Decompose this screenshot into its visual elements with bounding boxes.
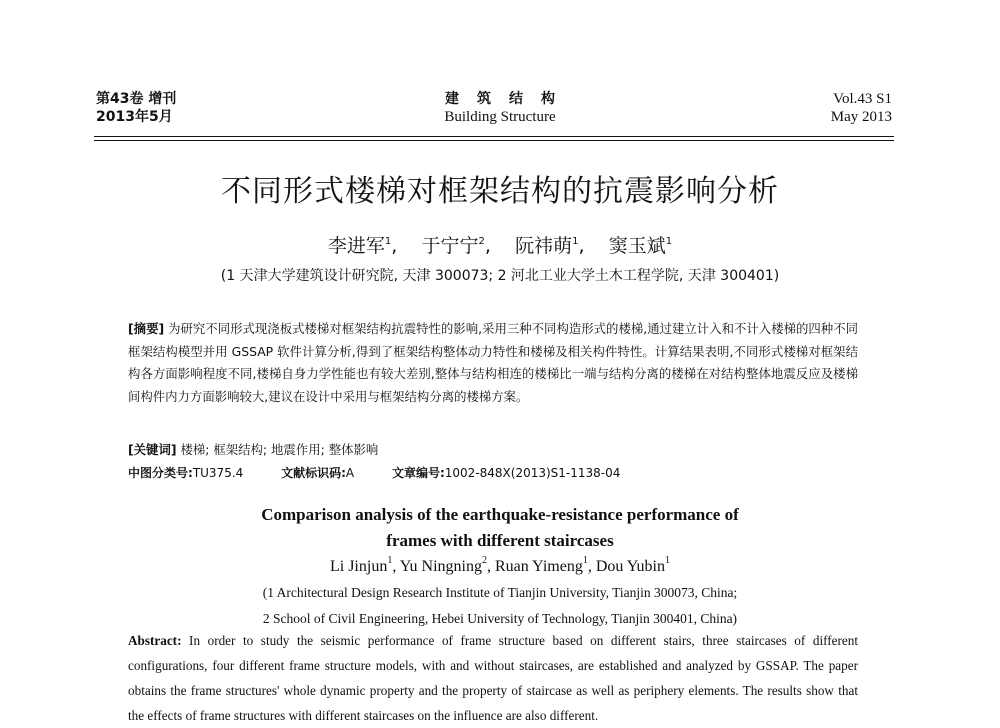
authors-cn: 李进军$^1$, 于宁宁$^2$, 阮祎萌$^1$, 窦玉斌$^1$ — [327, 235, 673, 257]
header-rule-thin — [94, 140, 894, 141]
author-cn: 李进军$^1$ — [327, 235, 392, 257]
keywords-cn — [128, 440, 378, 460]
journal-name-cn: 建筑结构 — [445, 91, 573, 107]
header-date-cn: 2013年5月 — [96, 109, 173, 125]
paper-title-cn: 不同形式楼梯对框架结构的抗震影响分析 — [221, 174, 779, 209]
document-code: 文献标识码:A — [281, 466, 355, 480]
abstract-en — [128, 628, 858, 728]
author-en: Ruan Yimeng$^1$ — [494, 555, 588, 575]
author-en: Li Jinjun$^1$ — [329, 555, 393, 575]
article-number: 文章编号:1002-848X(2013)S1-1138-04 — [391, 466, 621, 480]
abstract-cn-text: 为研究不同形式现浇板式楼梯对框架结构抗震特性的影响,采用三种不同构造形式的楼梯,通过建立计入和不计入楼梯的四种不同框架结构模型并用 GSSAP 软件计算分析,得到了框架结构整体动力特性和楼梯及相关构件特性。计算结果表明,不同形式楼梯对框架结构各方面影响程度不同,楼梯自身力学性能也有较大差别,整体与结构相连的楼梯比一端与结构分离的楼梯在对结构整体地震反应及楼梯间构件内力方面影响较大,建议在设计中采用与框架结构分离的楼梯方案。 — [128, 321, 858, 404]
author-cn: 阮祎萌$^1$ — [515, 235, 579, 257]
header-volume-en: Vol.43 S1 — [833, 91, 892, 107]
keywords-cn-text: 楼梯; 框架结构; 地震作用; 整体影响 — [180, 442, 379, 457]
paper-title-en — [0, 502, 1000, 554]
header-rule-thick — [94, 136, 894, 137]
author-en: Dou Yubin$^1$ — [595, 555, 670, 575]
abstract-cn — [128, 318, 858, 408]
keywords-cn-label: [关键词] — [128, 442, 177, 457]
affiliation-en-line2: 2 School of Civil Engineering, Hebei University of Technology, Tianjin 300401, China) — [262, 611, 738, 626]
header-volume-cn: 第43卷 增刊 — [96, 91, 177, 107]
author-cn: 窦玉斌$^1$ — [608, 235, 673, 257]
header-right — [831, 90, 892, 126]
abstract-en-text: In order to study the seismic performance of frame structure based on different stairs, three staircases of different configurations, four different frame structure models, with and without staircases, are established and analyzed by GSSAP. The paper obtains the frame structures' whole dynamic property and the property of staircase as well as periphery elements. The results show that the effects of frame structures with different staircases on the influence are also different. — [128, 633, 859, 723]
affiliations-cn: (1 天津大学建筑设计研究院, 天津 300073; 2 河北工业大学土木工程学院, 天津 300401) — [220, 268, 780, 284]
classification-line — [128, 463, 654, 483]
header-date-en: May 2013 — [830, 109, 892, 125]
affiliations-en — [0, 580, 1000, 632]
journal-name-en: Building Structure — [444, 109, 556, 125]
paper-title-en-line1: Comparison analysis of the earthquake-resistance performance of — [261, 505, 739, 524]
author-en: Yu Ningning$^2$ — [399, 555, 487, 575]
authors-en: Li Jinjun$^1$, Yu Ningning$^2$, Ruan Yimeng$^1$, Dou Yubin$^1$ — [329, 555, 670, 575]
author-cn: 于宁宁$^2$ — [421, 235, 485, 257]
paper-title-en-line2: frames with different staircases — [386, 531, 614, 550]
clc-number: 中图分类号:TU375.4 — [128, 466, 244, 480]
abstract-en-label: Abstract: — [128, 633, 182, 648]
affiliation-en-line1: (1 Architectural Design Research Institute of Tianjin University, Tianjin 300073, China; — [262, 585, 738, 600]
abstract-cn-label: [摘要] — [128, 321, 165, 336]
